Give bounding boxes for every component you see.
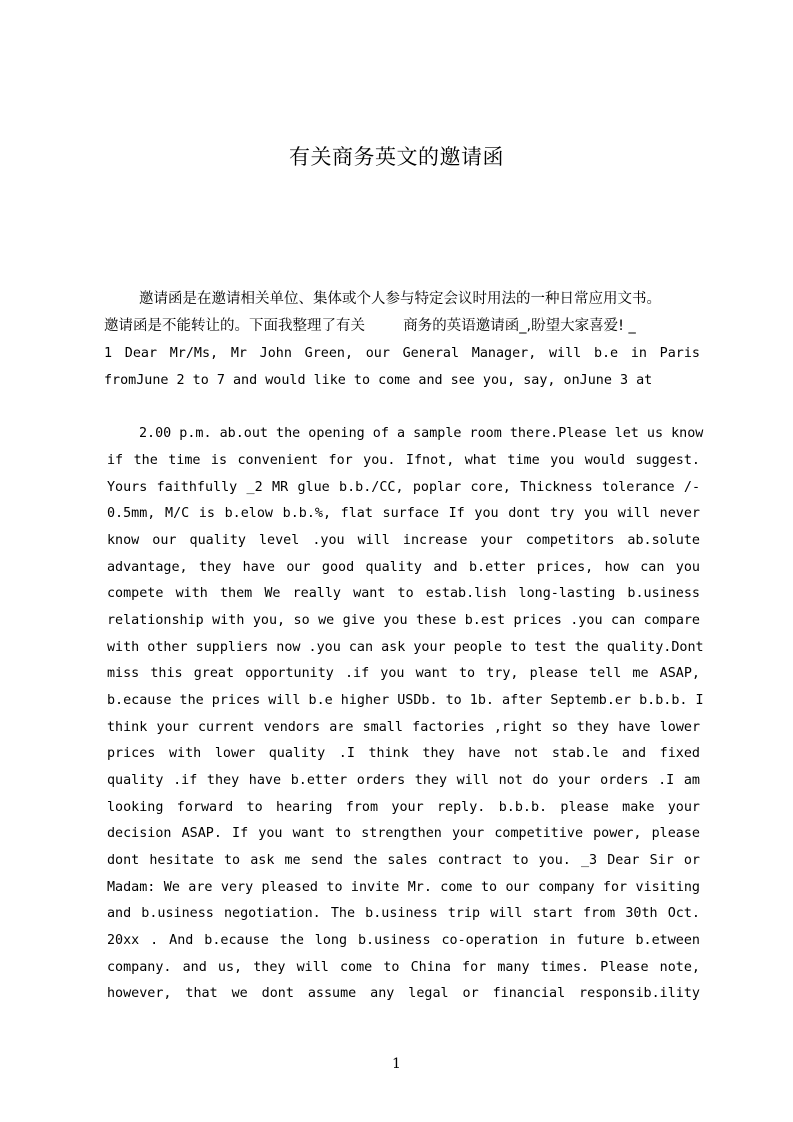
body-line: relationship with you, so we give you these b.est prices .you can compare (107, 613, 700, 628)
body-line: with other suppliers now .you can ask your people to test the quality.Dont (107, 640, 704, 655)
body-line: and b.usiness negotiation. The b.usiness trip will start from 30th Oct. (107, 906, 700, 921)
body-line: dont hesitate to ask me send the sales contract to you. _3 Dear Sir or (107, 853, 700, 868)
body-line: prices with lower quality .I think they have not stab.le and fixed (107, 746, 700, 761)
body-line: 邀请函是不能转让的。下面我整理了有关 商务的英语邀请函_,盼望大家喜爱! _ (104, 318, 636, 334)
body-line: 2.00 p.m. ab.out the opening of a sample room there.Please let us know (139, 426, 704, 441)
body-line: looking forward to hearing from your reply. b.b.b. please make your (107, 800, 700, 815)
body-line: know our quality level .you will increase your competitors ab.solute (107, 533, 700, 548)
body-line: fromJune 2 to 7 and would like to come and see you, say, onJune 3 at (104, 373, 653, 388)
body-line: 0.5mm, M/C is b.elow b.b.%, flat surface If you dont try you will never (107, 506, 700, 521)
body-line: Madam: We are very pleased to invite Mr. come to our company for visiting (107, 880, 700, 895)
body-line: quality .if they have b.etter orders they will not do your orders .I am (107, 773, 700, 788)
body-line: miss this great opportunity .if you want to try, please tell me ASAP, (107, 666, 700, 681)
body-line: b.ecause the prices will b.e higher USDb. to 1b. after Septemb.er b.b.b. I (107, 693, 704, 708)
body-line: decision ASAP. If you want to strengthen your competitive power, please (107, 826, 700, 841)
body-line: however, that we dont assume any legal or financial responsib.ility (107, 986, 700, 1001)
body-line: advantage, they have our good quality and b.etter prices, how can you (107, 560, 700, 575)
body-line: 1 Dear Mr/Ms, Mr John Green, our General Manager, will b.e in Paris (104, 346, 700, 361)
body-line: think your current vendors are small factories ,right so they have lower (107, 720, 700, 735)
body-line: compete with them We really want to estab.lish long-lasting b.usiness (107, 586, 700, 601)
body-line: 邀请函是在邀请相关单位、集体或个人参与特定会议时用法的一种日常应用文书。 (139, 291, 661, 307)
body-line: 20xx . And b.ecause the long b.usiness co-operation in future b.etween (107, 933, 700, 948)
body-line: if the time is convenient for you. Ifnot, what time you would suggest. (107, 453, 700, 468)
page-title: 有关商务英文的邀请函 (289, 145, 504, 169)
body-line: company. and us, they will come to China for many times. Please note, (107, 960, 700, 975)
page-number: 1 (392, 1056, 401, 1072)
body-line: Yours faithfully _2 MR glue b.b./CC, poplar core, Thickness tolerance /- (107, 480, 700, 495)
